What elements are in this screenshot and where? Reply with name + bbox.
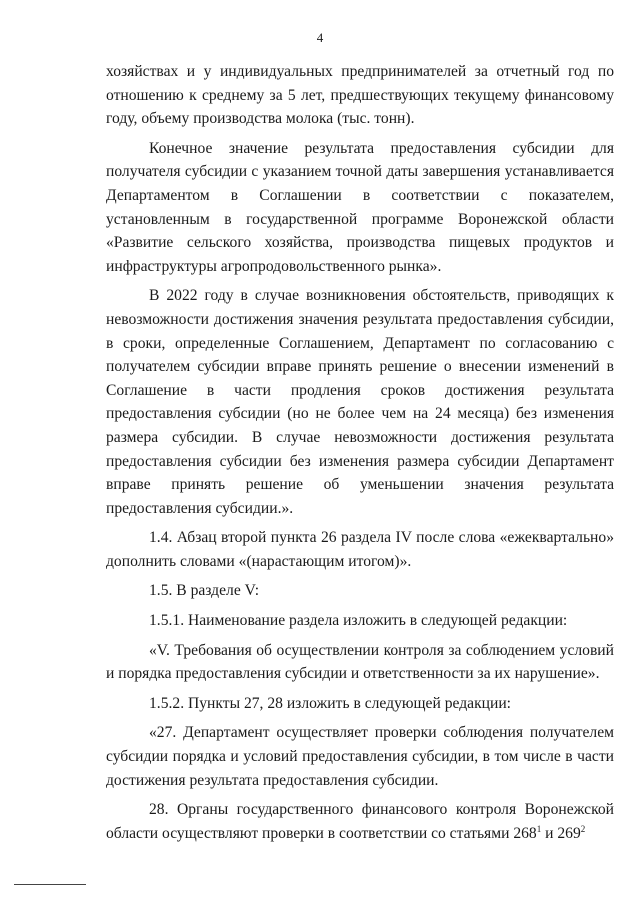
paragraph-27: «27. Департамент осуществляет проверки соблюдения получателем субсидии порядка и условий предоставления субсидии, в том числе в части достижения результата предоставления субсидии. [106,724,614,789]
paragraph-1-5: 1.5. В разделе V: [149,582,260,600]
page-number: 4 [316,30,324,45]
paragraph-1-5-1: 1.5.1. Наименование раздела изложить в следующей редакции: [149,612,568,630]
paragraph-continuation: хозяйствах и у индивидуальных предпринимателей за отчетный год по отношению к среднему за 5 лет, предшествующих текущему финансовому году, объему производства молока (тыс. тонн). [106,63,614,128]
paragraph-28-text: 28. Органы государственного финансового контроля Воронежской области осуществляют проверки в соответствии со статьями 268 [106,801,614,842]
paragraph-1-4: 1.4. Абзац второй пункта 26 раздела IV после слова «ежеквартально» дополнить словами «(нарастающим итогом)». [106,529,614,570]
paragraph-1-5-2: 1.5.2. Пункты 27, 28 изложить в следующей редакции: [149,694,512,712]
paragraph-final-value: Конечное значение результата предоставления субсидии для получателя субсидии с указанием точной даты завершения устанавливается Департаментом в Соглашении в соответствии с показателем, установленным в государственной программе Воронежской области «Развитие сельского хозяйства, производства пищевых продуктов и инфраструктуры агропродовольственного рынка». [106,139,614,275]
superscript-2: 2 [580,823,586,834]
superscript-1: 1 [536,823,542,834]
footnote-separator [14,884,86,885]
paragraph-section-v-title: «V. Требования об осуществлении контроля за соблюдением условий и порядка предоставления субсидии и ответственности за их нарушение». [106,641,614,683]
paragraph-28 [106,798,614,845]
paragraph-2022: В 2022 году в случае возникновения обстоятельств, приводящих к невозможности достижения значения результата предоставления субсидии, в сроки, определенные Соглашением, Департамент по согласованию с получателем субсидии вправе принять решение о внесении изменений в Соглашение в части продления сроков достижения результата предоставления субсидии (но не более чем на 24 месяца) без изменения размера субсидии. В случае невозможности достижения результата предоставления субсидии без изменения размера субсидии Департамент вправе принять решение об уменьшении значения результата предоставления субсидии.». [106,287,614,517]
paragraph-28-mid: и 269 [541,824,581,842]
document-body [106,60,614,847]
